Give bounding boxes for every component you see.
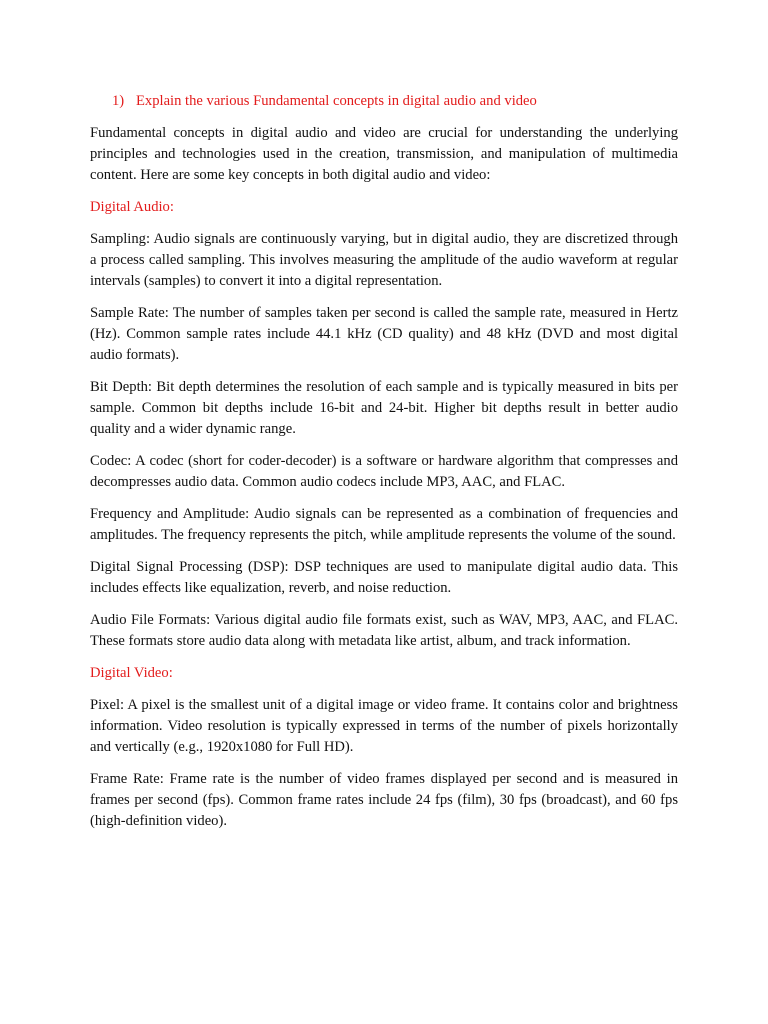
- audio-sample-rate-paragraph: Sample Rate: The number of samples taken per second is called the sample rate, measured in Hertz (Hz). Common sample rates include 44.1 kHz (CD quality) and 48 kHz (DVD and most digital audio formats).: [90, 305, 678, 363]
- question-number: 1): [112, 93, 125, 109]
- audio-codec-paragraph: Codec: A codec (short for coder-decoder) is a software or hardware algorithm that compresses and decompresses audio data. Common audio codecs include MP3, AAC, and FLAC.: [90, 453, 678, 490]
- digital-audio-heading: Digital Audio:: [90, 199, 174, 215]
- digital-video-heading: Digital Video:: [90, 665, 173, 681]
- document-page: [90, 91, 678, 843]
- audio-file-formats-paragraph: Audio File Formats: Various digital audio file formats exist, such as WAV, MP3, AAC, and FLAC. These formats store audio data along with metadata like artist, album, and track information.: [90, 612, 678, 649]
- video-pixel-paragraph: Pixel: A pixel is the smallest unit of a digital image or video frame. It contains color and brightness information. Video resolution is typically expressed in terms of the number of pixels horizontally and vertically (e.g., 1920x1080 for Full HD).: [90, 697, 678, 755]
- audio-bit-depth-paragraph: Bit Depth: Bit depth determines the resolution of each sample and is typically measured in bits per sample. Common bit depths include 16-bit and 24-bit. Higher bit depths result in better audio quality and a wider dynamic range.: [90, 379, 678, 437]
- audio-frequency-amplitude-paragraph: Frequency and Amplitude: Audio signals can be represented as a combination of frequencies and amplitudes. The frequency represents the pitch, while amplitude represents the volume of the sound.: [90, 506, 678, 543]
- video-frame-rate-paragraph: Frame Rate: Frame rate is the number of video frames displayed per second and is measured in frames per second (fps). Common frame rates include 24 fps (film), 30 fps (broadcast), and 60 fps (high-definition video).: [90, 771, 678, 829]
- audio-sampling-paragraph: Sampling: Audio signals are continuously varying, but in digital audio, they are discretized through a process called sampling. This involves measuring the amplitude of the audio waveform at regular intervals (samples) to convert it into a digital representation.: [90, 231, 678, 289]
- question-text: Explain the various Fundamental concepts in digital audio and video: [136, 93, 537, 109]
- intro-paragraph: Fundamental concepts in digital audio and video are crucial for understanding the underlying principles and technologies used in the creation, transmission, and manipulation of multimedia content. Here are some key concepts in both digital audio and video:: [90, 125, 678, 183]
- question-heading: [112, 91, 678, 112]
- audio-dsp-paragraph: Digital Signal Processing (DSP): DSP techniques are used to manipulate digital audio data. This includes effects like equalization, reverb, and noise reduction.: [90, 559, 678, 596]
